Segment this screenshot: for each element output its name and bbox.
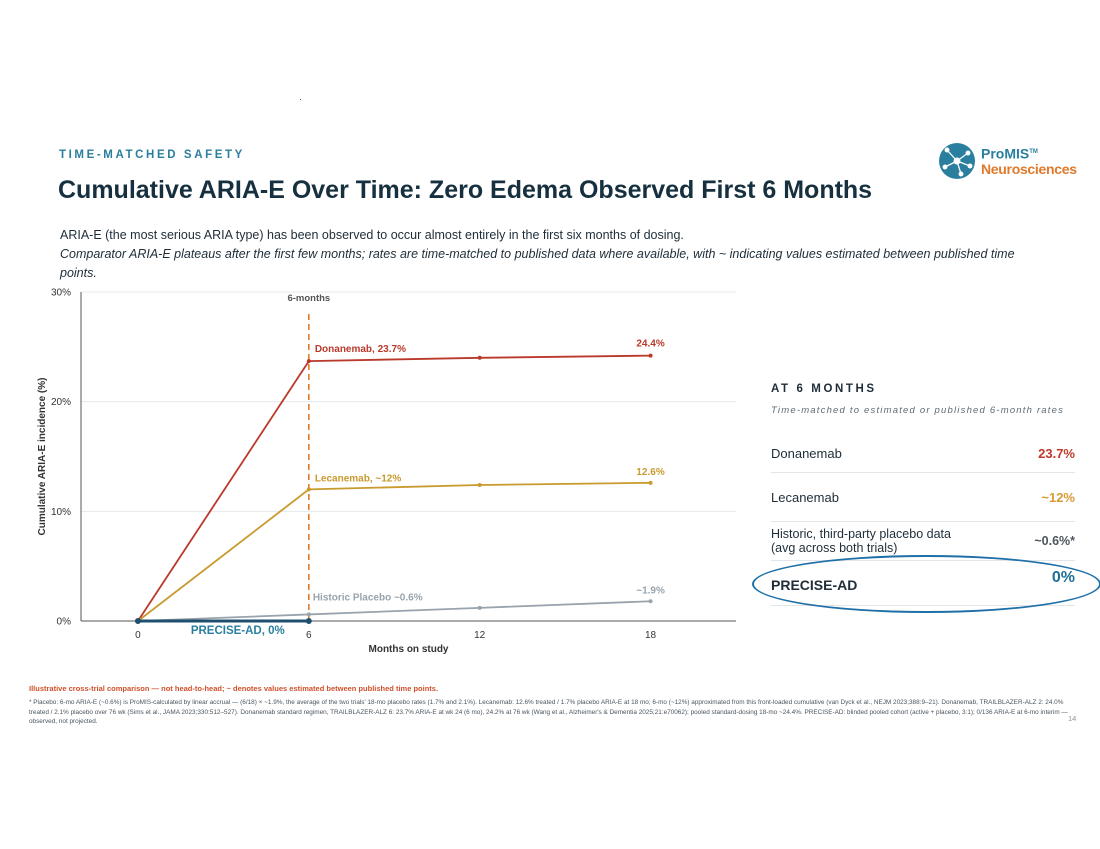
panel-heading: AT 6 MONTHS (771, 383, 877, 395)
data-point (135, 618, 141, 624)
row-label-sub: (avg across both trials) (771, 541, 898, 555)
row-label: Lecanemab (771, 489, 839, 505)
y-tick-label: 0% (56, 616, 71, 628)
x-tick-label: 18 (645, 630, 657, 641)
panel-row-donanemab (771, 434, 1075, 473)
footnote-headline: Illustrative cross-trial comparison — not head-to-head; ~ denotes values estimated between published time points. (29, 684, 439, 693)
row-value: ~0.6%* (1034, 534, 1075, 548)
series-label: Donanemab, 23.7% (314, 344, 406, 356)
slide-title: Cumulative ARIA-E Over Time: Zero Edema Observed First 6 Months (58, 176, 873, 204)
intro-line-1: ARIA-E (the most serious ARIA type) has been observed to occur almost entirely in the first six months of dosing. (60, 228, 684, 242)
data-point (478, 356, 482, 360)
data-point (307, 612, 311, 616)
page-number: 14 (1068, 714, 1077, 723)
row-label-group (771, 527, 951, 555)
x-tick-label: 6 (306, 630, 312, 641)
series-label: Historic Placebo ~0.6% (312, 592, 423, 604)
data-point (649, 354, 653, 358)
data-point (478, 606, 482, 610)
y-axis-label: Cumulative ARIA-E incidence (%) (37, 377, 48, 536)
x-tick-label: 12 (474, 630, 486, 641)
six-month-marker-label: 6-months (287, 293, 331, 304)
section-eyebrow: TIME-MATCHED SAFETY (59, 149, 245, 161)
row-label: Historic, third-party placebo data (771, 527, 951, 541)
series-line-donanemab (138, 356, 651, 621)
y-tick-label: 20% (50, 397, 71, 409)
brand-name (981, 145, 1077, 177)
row-label: Donanemab (771, 445, 842, 461)
intro-line-2: Comparator ARIA-E plateaus after the first few months; rates are time-matched to published data where available, with ~ indicating values estimated between published time points. (60, 247, 1015, 280)
series-line-historic-placebo (138, 601, 651, 621)
panel-subheading: Time-matched to estimated or published 6-month rates (771, 405, 1065, 416)
x-axis-label: Months on study (368, 644, 449, 655)
series-end-label: ~1.9% (636, 585, 665, 597)
x-tick-label: 0 (135, 630, 141, 641)
data-point (307, 487, 311, 491)
panel-row-lecanemab (771, 473, 1075, 522)
brand-line-1: ProMIS (981, 145, 1030, 162)
brand-line-2: Neurosciences (981, 160, 1077, 177)
data-point (649, 481, 653, 485)
data-point (307, 359, 311, 363)
data-point (649, 599, 653, 603)
row-value: ~12% (1041, 489, 1075, 505)
series-label: PRECISE-AD, 0% (190, 625, 285, 637)
footnote-body: * Placebo: 6-mo ARIA-E (~0.6%) is ProMIS-calculated by linear accrual — (6/18) × ~1.9%, the average of the two trials' 18-mo placebo rates (1.7% and 2.1%). Lecanemab: 12.6% treated / 1.7% placebo ARIA-E at 18 mo; 6-mo (~12%) approximated from this front-loaded cumulative (van Dyck et al., NEJM 2023;388:9–21). Donanemab, TRAILBLAZER-ALZ 2: 24.0% treated / 2.1% placebo over 76 wk (Sims et al., JAMA 2023;330:512–527). Donanemab standard regimen, TRAILBLAZER-ALZ 6: 23.7% ARIA-E at wk 24 (6 mo), 24.2% at 76 wk (Wang et al., Alzheimer's & Dementia 2025;21:e70062); pooled standard-dosing 18-mo ~24.4%. PRECISE-AD: blinded pooled cohort (active + placebo, 3:1); 0/136 ARIA-E at 6-mo interim — observed, not projected. (29, 699, 1068, 725)
y-tick-label: 30% (50, 287, 71, 299)
series-end-label: 12.6% (636, 466, 665, 478)
aria-e-line-chart (0, 280, 760, 660)
series-end-label: 24.4% (636, 338, 665, 350)
highlight-ellipse (752, 555, 1100, 613)
data-point (478, 483, 482, 487)
intro-text (60, 226, 1020, 283)
series-label: Lecanemab, ~12% (314, 473, 402, 485)
stray-dot (300, 99, 301, 100)
row-label: PRECISE-AD (771, 577, 858, 593)
row-value: 23.7% (1038, 445, 1075, 461)
row-value: 0% (1051, 569, 1075, 586)
y-tick-label: 10% (50, 506, 71, 518)
data-point (306, 618, 312, 624)
trademark: TM (1029, 149, 1038, 155)
